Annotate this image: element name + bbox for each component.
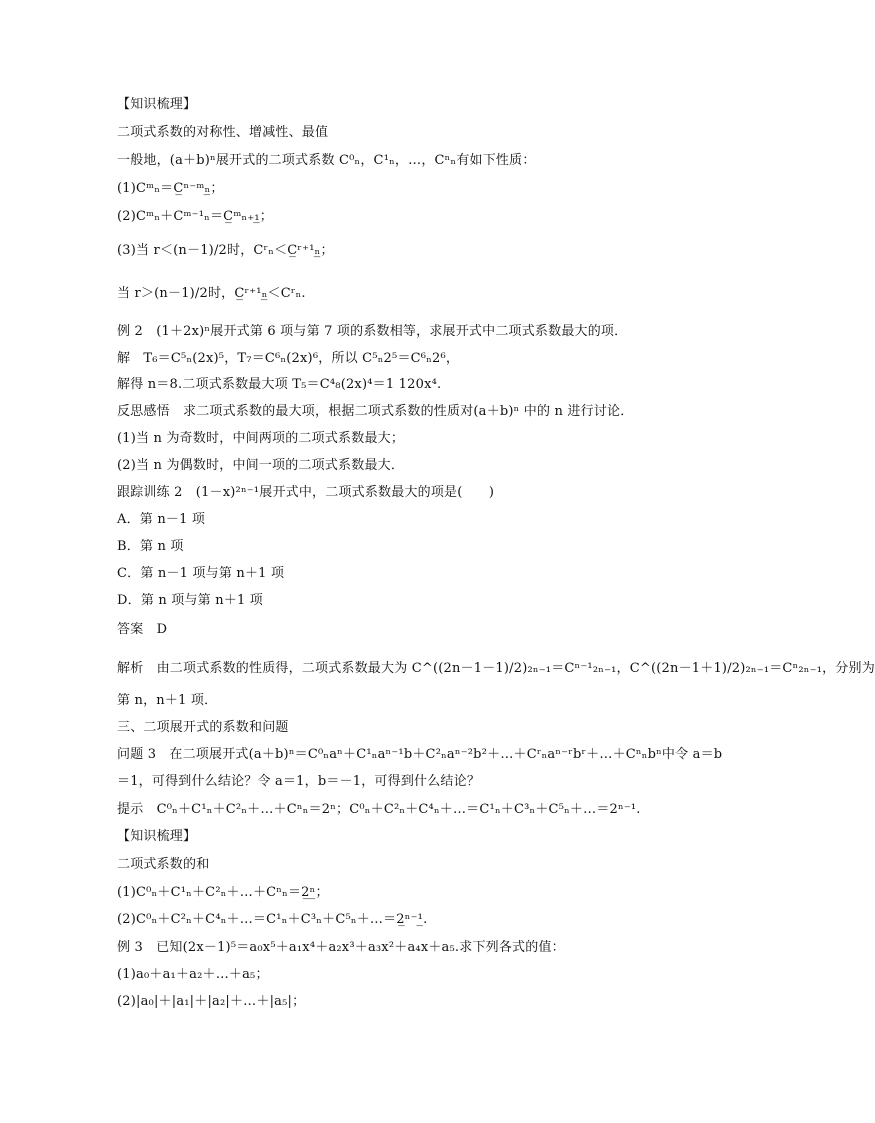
training-2-question: 跟踪训练 2 (1－x)²ⁿ⁻¹展开式中，二项式系数最大的项是( ) — [117, 485, 495, 500]
reflection-text: 反思感悟 求二项式系数的最大项，根据二项式系数的性质对(a＋b)ⁿ 中的 n 进行讨论． — [117, 404, 634, 419]
example-3-part-2: (2)|a₀|＋|a₁|＋|a₂|＋…＋|a₅|； — [117, 994, 306, 1009]
sum-property-2: (2)C⁰ₙ＋C²ₙ＋C⁴ₙ＋…＝C¹ₙ＋C³ₙ＋C⁵ₙ＋…＝2̲ⁿ⁻¹̲. — [117, 912, 428, 927]
option-a: A．第 n－1 项 — [117, 512, 206, 527]
problem-3-line-1: 问题 3 在二项展开式(a＋b)ⁿ＝C⁰ₙaⁿ＋C¹ₙaⁿ⁻¹b＋C²ₙaⁿ⁻²b²＋…＋Cʳₙaⁿ⁻ʳbʳ＋…＋Cⁿₙbⁿ中令 a＝b — [117, 747, 723, 762]
example-2-solution-2: 解得 n＝8.二项式系数最大项 T₅＝C⁴₈(2x)⁴＝1 120x⁴. — [117, 377, 442, 392]
option-c: C．第 n－1 项与第 n＋1 项 — [117, 566, 285, 581]
example-2-solution-1: 解 T₆＝C⁵ₙ(2x)⁵，T₇＝C⁶ₙ(2x)⁶，所以 C⁵ₙ2⁵＝C⁶ₙ2⁶， — [117, 351, 460, 366]
coefficient-sum-title: 二项式系数的和 — [117, 857, 210, 872]
option-d: D．第 n 项与第 n＋1 项 — [117, 593, 263, 608]
answer-text: 答案 D — [117, 622, 168, 637]
property-3a: (3)当 r＜(n－1)/2时，Cʳₙ＜C̲ʳ⁺¹ₙ̲； — [117, 243, 334, 258]
example-3-question: 例 3 已知(2x－1)⁵＝a₀x⁵＋a₁x⁴＋a₂x³＋a₃x²＋a₄x＋a₅.求下列各式的值： — [117, 940, 565, 955]
property-3b: 当 r＞(n－1)/2时，C̲ʳ⁺¹ₙ̲＜Cʳₙ. — [117, 286, 306, 301]
intro-text: 一般地，(a＋b)ⁿ展开式的二项式系数 C⁰ₙ，C¹ₙ，…，Cⁿₙ有如下性质： — [117, 153, 536, 168]
property-2: (2)Cᵐₙ＋Cᵐ⁻¹ₙ＝C̲ᵐₙ₊₁̲； — [117, 209, 273, 224]
problem-3-line-2: ＝1，可得到什么结论？令 a＝1，b＝－1，可得到什么结论？ — [117, 774, 481, 789]
hint-text: 提示 C⁰ₙ＋C¹ₙ＋C²ₙ＋…＋Cⁿₙ＝2ⁿ；C⁰ₙ＋C²ₙ＋C⁴ₙ＋…＝C¹ₙ＋C³ₙ＋C⁵ₙ＋…＝2ⁿ⁻¹. — [117, 802, 641, 817]
knowledge-heading: 【知识梳理】 — [117, 97, 197, 112]
sum-property-1: (1)C⁰ₙ＋C¹ₙ＋C²ₙ＋…＋Cⁿₙ＝2̲ⁿ̲； — [117, 885, 329, 900]
analysis-line-1: 解析 由二项式系数的性质得，二项式系数最大为 C^((2n－1－1)/2)₂ₙ₋₁＝Cⁿ⁻¹₂ₙ₋₁，C^((2n－1＋1)/2)₂ₙ₋₁＝Cⁿ₂ₙ₋₁，分别为 — [117, 661, 875, 676]
option-b: B．第 n 项 — [117, 539, 184, 554]
section-3-title: 三、二项展开式的系数和问题 — [117, 720, 289, 735]
example-2-question: 例 2 (1＋2x)ⁿ展开式第 6 项与第 7 项的系数相等，求展开式中二项式系数最大的项． — [117, 324, 628, 339]
reflection-case-1: (1)当 n 为奇数时，中间两项的二项式系数最大； — [117, 431, 405, 446]
example-3-part-1: (1)a₀＋a₁＋a₂＋…＋a₅； — [117, 967, 269, 982]
reflection-case-2: (2)当 n 为偶数时，中间一项的二项式系数最大． — [117, 458, 405, 473]
analysis-line-2: 第 n，n＋1 项． — [117, 693, 218, 708]
section-title: 二项式系数的对称性、增减性、最值 — [117, 125, 329, 140]
property-1: (1)Cᵐₙ＝C̲ⁿ⁻ᵐₙ̲； — [117, 181, 224, 196]
knowledge-heading-2: 【知识梳理】 — [117, 829, 197, 844]
